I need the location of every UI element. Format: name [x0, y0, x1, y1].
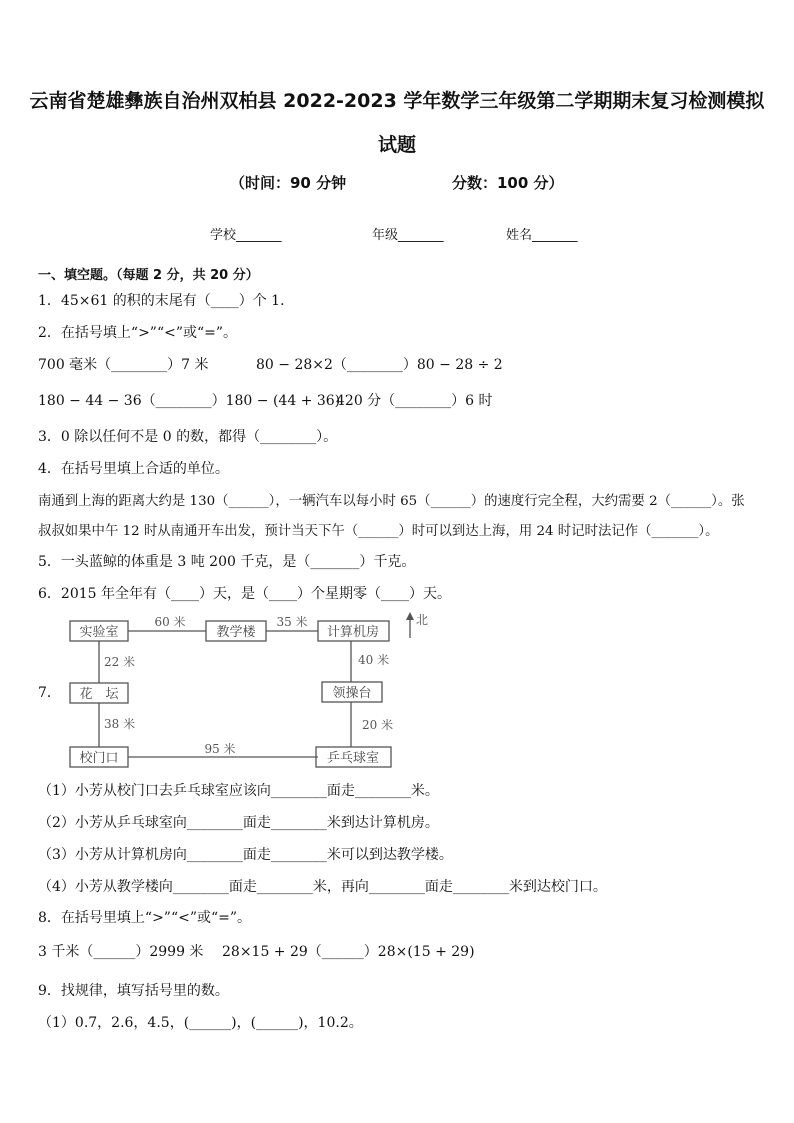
question-4-line2: 叔叔如果中午 12 时从南通开车出发，预计当天下午（______）时可以到达上海，用 24 时记时法记作（_______）。 [38, 524, 719, 539]
question-7-part4: （4）小芳从教学楼向________面走________米，再向________面走________米到达校门口。 [38, 879, 607, 895]
page-title: 云南省楚雄彝族自治州双柏县 2022-2023 学年数学三年级第二学期期末复习检测模拟 [29, 90, 765, 112]
distance-lab-garden: 22 米 [104, 655, 136, 669]
distance-gate-pingpong: 95 米 [204, 742, 236, 756]
question-8b: 28×15 + 29（______）28×(15 + 29) [222, 944, 475, 960]
question-7-part1: （1）小芳从校门口去乒乓球室应该向________面走________米。 [38, 783, 439, 799]
page-title-cont: 试题 [377, 134, 416, 156]
question-5: 5．一头蓝鲸的体重是 3 吨 200 千克，是（_______）千克。 [38, 554, 416, 570]
distance-podium-pingpong: 20 米 [362, 718, 394, 732]
school-field[interactable]: 学校_______ [210, 228, 282, 243]
question-7-number: 7． [38, 685, 61, 701]
question-9-stem: 9．找规律，填写括号里的数。 [38, 983, 229, 999]
place-flower-bed: 花 坛 [79, 687, 119, 702]
question-2a: 700 毫米（________）7 米 [38, 357, 209, 373]
place-lab: 实验室 [79, 625, 119, 640]
distance-teaching-computer: 35 米 [276, 615, 308, 629]
place-teaching-building: 教学楼 [216, 625, 256, 640]
campus-map [60, 608, 440, 772]
section-heading: 一、填空题。（每题 2 分，共 20 分） [38, 268, 259, 283]
distance-lab-teaching: 60 米 [154, 615, 186, 629]
question-4-line1: 南通到上海的距离大约是 130（______），一辆汽车以每小时 65（______）的速度行完全程，大约需要 2（______）。张 [38, 494, 745, 509]
question-8-stem: 8．在括号里填上“>”“<”或“=”。 [38, 910, 252, 926]
question-4-stem: 4．在括号里填上合适的单位。 [38, 461, 229, 477]
distance-computer-podium: 40 米 [358, 653, 390, 667]
north-label: 北 [416, 613, 429, 627]
question-8a: 3 千米（______）2999 米 [38, 944, 204, 960]
place-school-gate: 校门口 [79, 751, 119, 766]
grade-field[interactable]: 年级_______ [372, 228, 444, 243]
question-7-part3: （3）小芳从计算机房向________面走________米可以到达教学楼。 [38, 847, 453, 863]
question-2b: 80 − 28×2（________）80 − 28 ÷ 2 [256, 357, 503, 373]
question-1: 1．45×61 的积的末尾有（____）个 1． [38, 293, 295, 309]
name-field[interactable]: 姓名_______ [506, 228, 578, 243]
distance-garden-gate: 38 米 [104, 717, 136, 731]
question-3: 3．0 除以任何不是 0 的数，都得（________）。 [38, 429, 338, 445]
question-2d: 420 分（________）6 时 [336, 393, 493, 409]
place-podium: 领操台 [332, 686, 372, 701]
question-7-part2: （2）小芳从乒乓球室向________面走________米到达计算机房。 [38, 815, 439, 831]
place-pingpong-room: 乒乓球室 [326, 751, 380, 766]
question-6: 6．2015 年全年有（____）天，是（____）个星期零（____）天。 [38, 586, 451, 602]
question-9-part1: （1）0.7，2.6，4.5，(______)，(______)，10.2。 [38, 1015, 363, 1031]
time-limit: （时间：90 分钟 [230, 174, 347, 192]
total-score: 分数：100 分） [452, 174, 564, 192]
place-computer-room: 计算机房 [326, 625, 380, 640]
question-2-stem: 2．在括号填上“>”“<”或“=”。 [38, 325, 238, 341]
question-2c: 180 − 44 − 36（________）180 − (44 + 36) [38, 393, 341, 409]
